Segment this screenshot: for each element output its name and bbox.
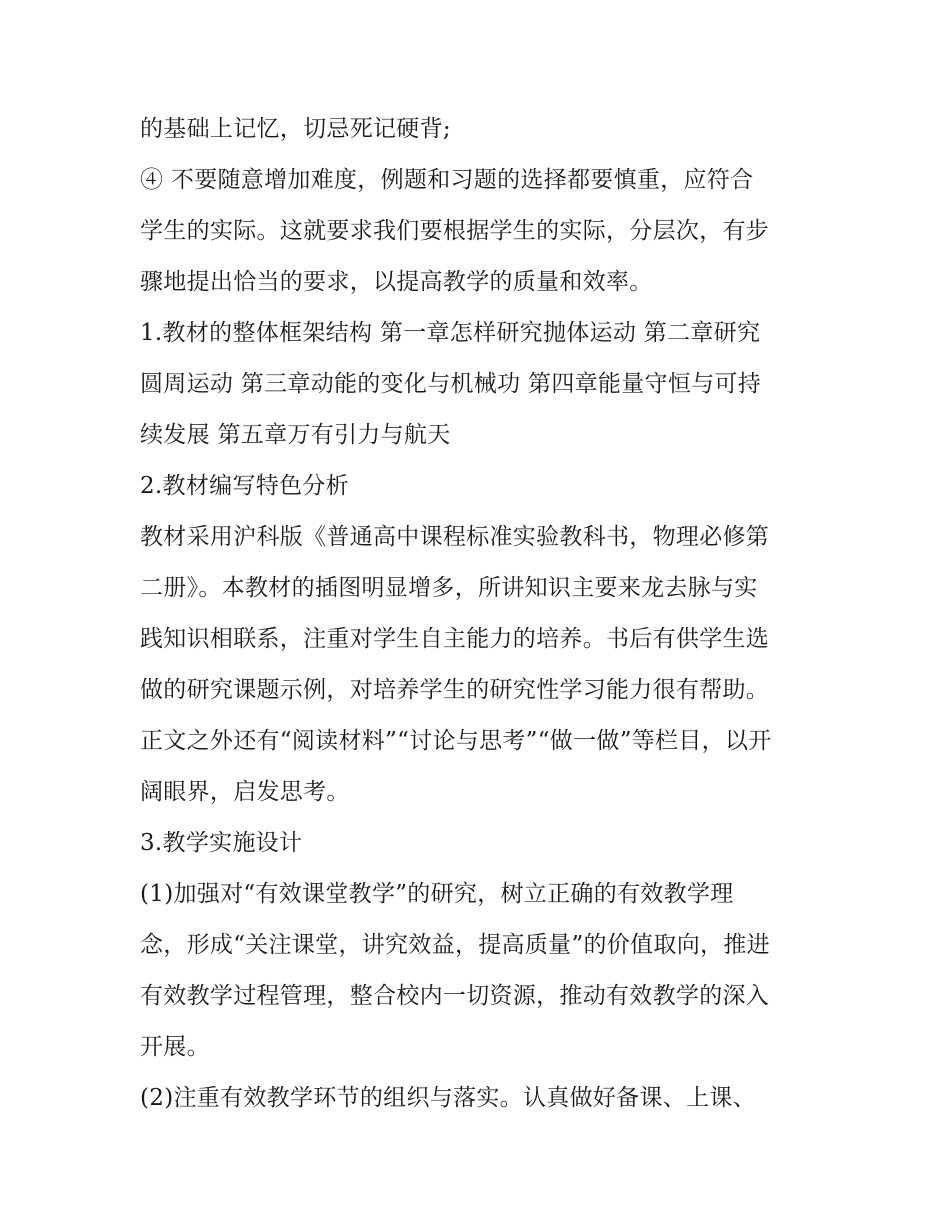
text-line: 阔眼界，启发思考。	[140, 779, 350, 805]
text-line: 教材采用沪科版《普通高中课程标准实验教科书，物理必修第	[140, 524, 770, 550]
text-line: 践知识相联系，注重对学生自主能力的培养。书后有供学生选	[140, 626, 770, 652]
text-line: 骤地提出恰当的要求，以提高教学的质量和效率。	[140, 269, 653, 295]
section-heading: 1.教材的整体框架结构 第一章怎样研究抛体运动 第二章研究	[140, 320, 761, 346]
text-line: 圆周运动 第三章动能的变化与机械功 第四章能量守恒与可持	[140, 371, 762, 397]
text-line: 续发展 第五章万有引力与航天	[140, 422, 451, 448]
text-line: (1)加强对“有效课堂教学”的研究，树立正确的有效教学理	[140, 881, 734, 907]
section-heading: 2.教材编写特色分析	[140, 473, 349, 499]
text-line: 学生的实际。这就要求我们要根据学生的实际，分层次，有步	[140, 218, 770, 244]
text-line: ④ 不要随意增加难度，例题和习题的选择都要慎重，应符合	[140, 167, 754, 193]
text-line: 念，形成“关注课堂，讲究效益，提高质量”的价值取向，推进	[140, 932, 770, 958]
text-line: (2)注重有效教学环节的组织与落实。认真做好备课、上课、	[140, 1085, 756, 1111]
text-line: 二册》。本教材的插图明显增多，所讲知识主要来龙去脉与实	[140, 575, 758, 601]
section-heading: 3.教学实施设计	[140, 830, 303, 856]
text-line: 正文之外还有“阅读材料”“讨论与思考”“做一做”等栏目，以开	[140, 728, 772, 754]
text-line: 的基础上记忆，切忌死记硬背;	[140, 116, 451, 142]
text-line: 开展。	[140, 1034, 210, 1060]
text-line: 做的研究课题示例，对培养学生的研究性学习能力很有帮助。	[140, 677, 770, 703]
text-line: 有效教学过程管理，整合校内一切资源，推动有效教学的深入	[140, 983, 770, 1009]
